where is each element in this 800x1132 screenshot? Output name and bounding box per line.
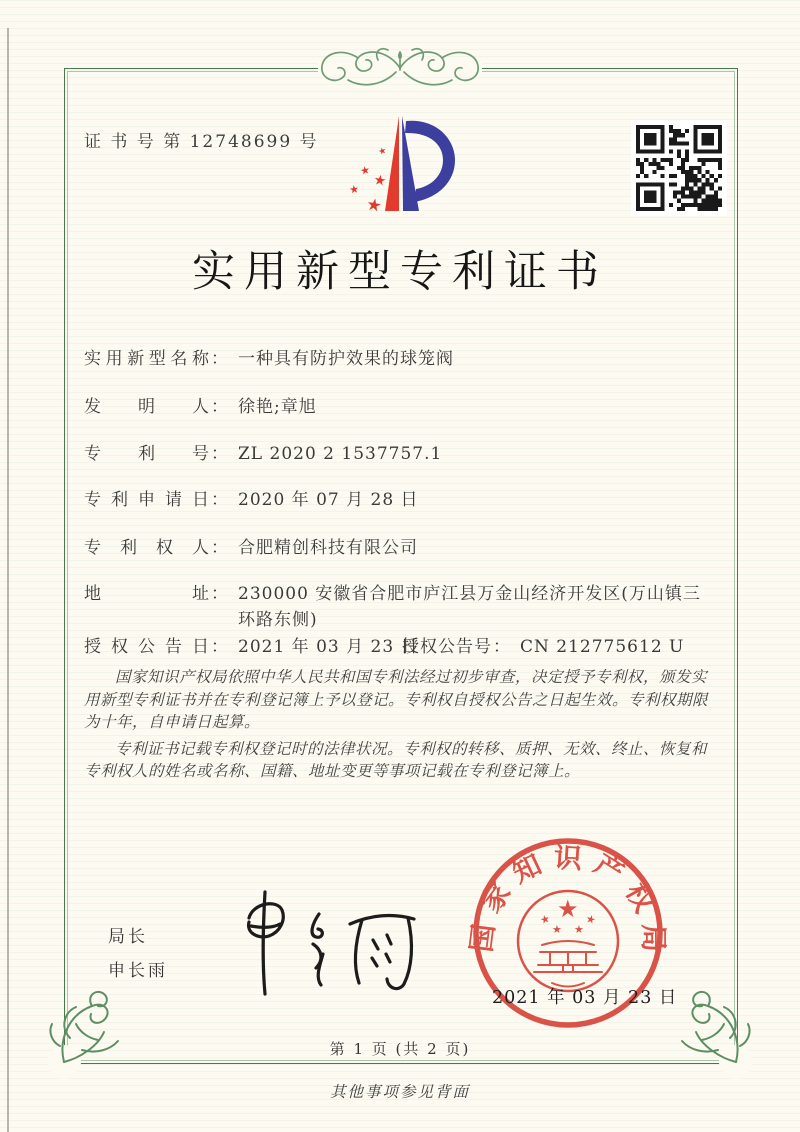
director-signature-icon xyxy=(225,886,435,1001)
field-value: 2020 年 07 月 28 日 xyxy=(238,490,419,510)
back-note: 其他事项参见背面 xyxy=(329,1083,470,1101)
top-flourish-ornament-icon xyxy=(300,40,500,98)
field-value: ZL 2020 2 1537757.1 xyxy=(238,444,443,464)
field-value: 2021 年 03 月 23 日 xyxy=(238,637,419,657)
svg-text:★: ★ xyxy=(348,182,360,197)
legal-paragraph-1: 国家知识产权局依照中华人民共和国专利法经过初步审查，决定授予专利权，颁发实用新型专利证书并在专利登记簿上予以登记。专利权自授权公告之日起生效。专利权期限为十年，自申请日起算。 xyxy=(84,668,709,732)
field-label: 专利号 xyxy=(84,444,210,464)
field-value: CN 212775612 U xyxy=(520,637,685,657)
svg-text:★: ★ xyxy=(364,194,384,217)
field-colon: ： xyxy=(493,637,511,657)
seal-date: 2021 年 03 月 23 日 xyxy=(492,988,678,1008)
field-value: 230000 安徽省合肥市庐江县万金山经济开发区(万山镇三环路东侧) xyxy=(238,584,701,630)
legal-paragraph-2: 专利证书记载专利权登记时的法律状况。专利权的转移、质押、无效、终止、恢复和专利权人的姓名或名称、国籍、地址变更等事项记载在专利登记簿上。 xyxy=(84,739,708,781)
cnipa-logo-icon xyxy=(336,112,466,220)
field-label: 授权公告号 xyxy=(402,637,492,657)
page-number: 第 1 页 (共 2 页) xyxy=(329,1040,471,1058)
signer-name: 申长雨 xyxy=(108,961,168,981)
field-value: 徐艳;章旭 xyxy=(238,397,317,417)
signer-title: 局长 xyxy=(108,927,148,947)
field-colon: ： xyxy=(211,538,229,558)
field-row-grant xyxy=(84,634,718,660)
field-row-patentee xyxy=(84,535,718,561)
svg-text:★: ★ xyxy=(358,163,372,178)
field-colon: ： xyxy=(211,490,229,510)
svg-text:★: ★ xyxy=(377,145,389,158)
field-label: 专利权人 xyxy=(84,538,210,558)
field-colon: ： xyxy=(211,584,229,604)
field-colon: ： xyxy=(211,397,229,417)
field-row-name xyxy=(84,346,718,372)
qr-code-canvas xyxy=(636,125,722,211)
svg-text:★: ★ xyxy=(372,172,388,190)
field-row-filing-date xyxy=(84,487,718,513)
field-label: 实用新型名称 xyxy=(84,349,210,369)
grant-no-pair xyxy=(402,634,684,660)
certificate-title: 实用新型专利证书 xyxy=(192,247,608,297)
scan-edge-line xyxy=(7,28,9,1132)
legal-text-block xyxy=(84,666,720,787)
svg-text:★: ★ xyxy=(557,895,579,923)
field-colon: ： xyxy=(211,444,229,464)
field-colon: ： xyxy=(211,349,229,369)
field-label: 专利申请日 xyxy=(84,490,210,510)
field-row-patent-no xyxy=(84,441,718,467)
national-emblem-icon xyxy=(518,891,618,991)
grant-date-pair xyxy=(84,634,419,660)
seal-text: 国家知识产权局 xyxy=(468,840,668,963)
field-label: 发明人 xyxy=(84,397,210,417)
field-value: 一种具有防护效果的球笼阀 xyxy=(238,349,454,369)
field-label: 地址 xyxy=(84,584,210,604)
field-row-inventor xyxy=(84,394,718,420)
svg-text:★: ★ xyxy=(552,923,562,936)
field-value: 合肥精创科技有限公司 xyxy=(238,538,418,558)
field-colon: ： xyxy=(211,637,229,657)
field-row-address xyxy=(84,581,718,633)
qr-code xyxy=(631,120,727,216)
svg-text:★: ★ xyxy=(574,923,584,936)
svg-text:★: ★ xyxy=(584,911,598,928)
certificate-number: 证 书 号 第 12748699 号 xyxy=(84,132,319,152)
field-label: 授权公告日 xyxy=(84,637,210,657)
svg-text:★: ★ xyxy=(538,911,552,928)
